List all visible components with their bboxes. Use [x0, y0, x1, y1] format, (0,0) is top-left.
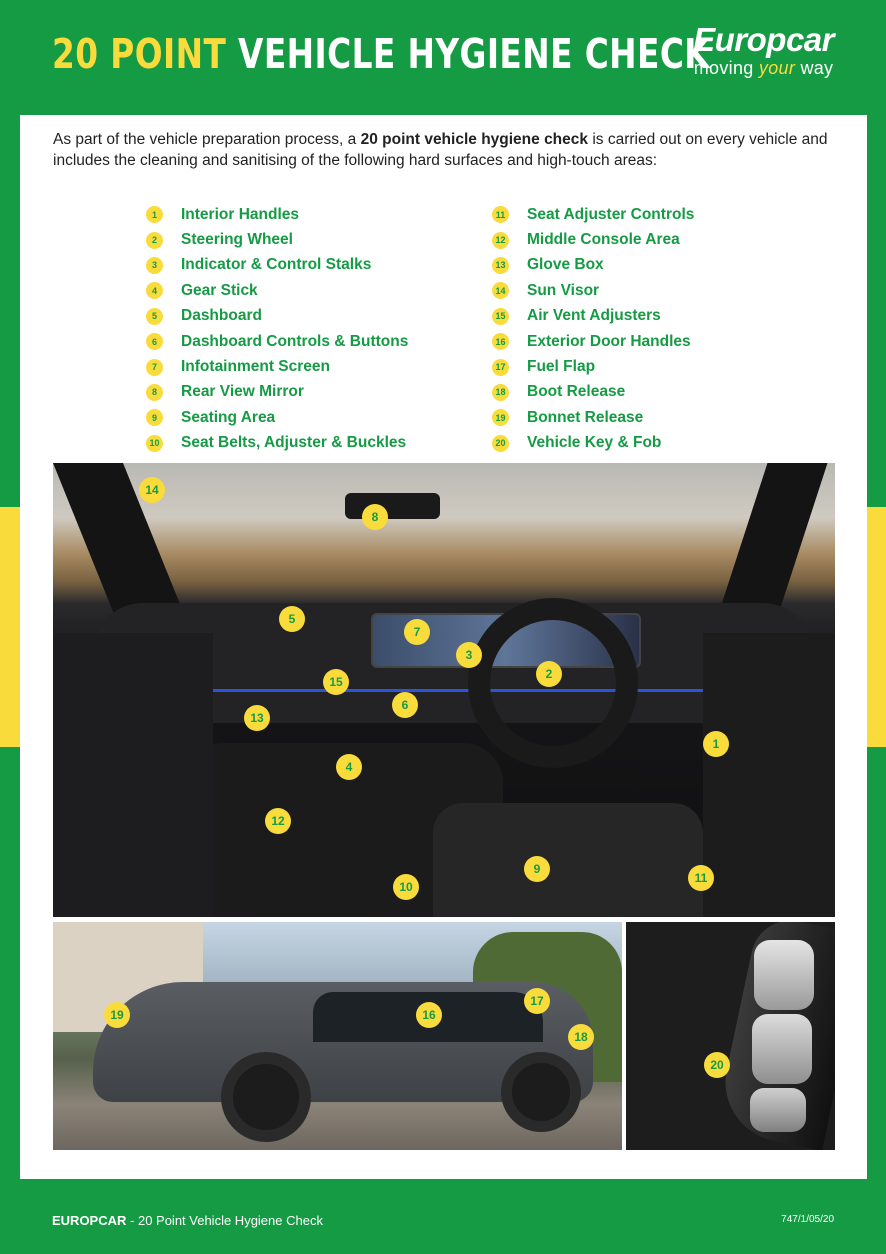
marker-badge: 6 — [392, 692, 418, 718]
item-label: Rear View Mirror — [181, 383, 304, 401]
page-title — [52, 30, 710, 78]
item-label: Gear Stick — [181, 281, 258, 299]
checklist-item — [492, 227, 694, 252]
item-label: Boot Release — [527, 383, 626, 401]
car-exterior-photo — [53, 922, 622, 1150]
checklist-item — [146, 304, 408, 329]
marker-badge: 14 — [139, 477, 165, 503]
checklist-item — [146, 329, 408, 354]
intro-paragraph — [53, 129, 838, 171]
europcar-logo — [693, 22, 834, 80]
marker-badge: 19 — [104, 1002, 130, 1028]
checklist-item — [492, 278, 694, 303]
marker-badge: 11 — [688, 865, 714, 891]
checklist-item — [492, 405, 694, 430]
marker-badge: 15 — [323, 669, 349, 695]
marker-badge: 17 — [524, 988, 550, 1014]
item-number-badge: 18 — [492, 384, 509, 401]
door-panel-shape — [53, 633, 213, 917]
checklist-item — [146, 227, 408, 252]
content-panel — [20, 115, 867, 1179]
marker-badge: 1 — [703, 731, 729, 757]
checklist-item — [146, 405, 408, 430]
item-number-badge: 1 — [146, 206, 163, 223]
checklist-item — [492, 354, 694, 379]
logo-brand: Europcar — [693, 21, 834, 58]
marker-badge: 13 — [244, 705, 270, 731]
checklist-item — [146, 278, 408, 303]
footer-text: - 20 Point Vehicle Hygiene Check — [126, 1213, 323, 1228]
item-number-badge: 19 — [492, 409, 509, 426]
item-label: Bonnet Release — [527, 408, 644, 426]
car-interior-photo — [53, 463, 835, 917]
item-number-badge: 2 — [146, 232, 163, 249]
left-yellow-stripe — [0, 507, 20, 747]
marker-badge: 9 — [524, 856, 550, 882]
checklist-left-column — [146, 202, 408, 456]
marker-badge: 3 — [456, 642, 482, 668]
item-number-badge: 10 — [146, 435, 163, 452]
item-number-badge: 8 — [146, 384, 163, 401]
logo-tagline — [693, 58, 834, 80]
item-label: Seat Belts, Adjuster & Buckles — [181, 434, 407, 452]
key-button-shape — [754, 940, 814, 1010]
checklist-item — [146, 431, 408, 456]
title-rest: VEHICLE HYGIENE CHECK — [238, 30, 711, 78]
marker-badge: 2 — [536, 661, 562, 687]
item-number-badge: 7 — [146, 359, 163, 376]
seat-shape — [433, 803, 703, 917]
marker-badge: 4 — [336, 754, 362, 780]
checklist-item — [146, 380, 408, 405]
intro-bold: 20 point vehicle hygiene check — [360, 131, 589, 148]
item-label: Infotainment Screen — [181, 358, 330, 376]
item-label: Dashboard Controls & Buttons — [181, 332, 409, 350]
item-number-badge: 4 — [146, 282, 163, 299]
item-label: Sun Visor — [527, 281, 600, 299]
footer-title — [52, 1213, 323, 1228]
checklist-item — [492, 253, 694, 278]
item-number-badge: 20 — [492, 435, 509, 452]
item-label: Exterior Door Handles — [527, 332, 691, 350]
checklist-item — [146, 354, 408, 379]
checklist-item — [492, 202, 694, 227]
marker-badge: 20 — [704, 1052, 730, 1078]
item-label: Steering Wheel — [181, 231, 293, 249]
checklist-item — [492, 304, 694, 329]
item-label: Glove Box — [527, 256, 604, 274]
key-button-shape — [750, 1088, 806, 1132]
item-label: Interior Handles — [181, 205, 299, 223]
intro-before: As part of the vehicle preparation process, a — [53, 131, 357, 148]
wheel-shape — [501, 1052, 581, 1132]
item-label: Seating Area — [181, 408, 276, 426]
item-number-badge: 5 — [146, 308, 163, 325]
marker-badge: 12 — [265, 808, 291, 834]
title-highlight: 20 POINT — [52, 30, 227, 78]
item-number-badge: 11 — [492, 206, 509, 223]
item-label: Fuel Flap — [527, 358, 596, 376]
marker-badge: 7 — [404, 619, 430, 645]
checklist-item — [492, 431, 694, 456]
checklist-item — [492, 380, 694, 405]
checklist-item — [146, 202, 408, 227]
footer-code: 747/1/05/20 — [781, 1214, 834, 1225]
item-number-badge: 16 — [492, 333, 509, 350]
marker-badge: 10 — [393, 874, 419, 900]
item-label: Air Vent Adjusters — [527, 307, 661, 325]
marker-badge: 5 — [279, 606, 305, 632]
item-number-badge: 17 — [492, 359, 509, 376]
right-yellow-stripe — [866, 507, 886, 747]
door-panel-shape — [703, 633, 835, 917]
item-number-badge: 12 — [492, 232, 509, 249]
marker-badge: 8 — [362, 504, 388, 530]
checklist-item — [146, 253, 408, 278]
item-label: Dashboard — [181, 307, 262, 325]
intro-after: is carried out on every vehicle and includes the cleaning and sanitising of the following hard surfaces and high-touch areas: — [53, 131, 828, 169]
item-number-badge: 6 — [146, 333, 163, 350]
item-label: Vehicle Key & Fob — [527, 434, 662, 452]
marker-badge: 16 — [416, 1002, 442, 1028]
item-number-badge: 13 — [492, 257, 509, 274]
checklist-item — [492, 329, 694, 354]
car-key-photo — [626, 922, 835, 1150]
item-number-badge: 3 — [146, 257, 163, 274]
tagline-start: moving — [693, 58, 754, 79]
rear-view-mirror-shape — [345, 493, 440, 519]
item-label: Seat Adjuster Controls — [527, 205, 695, 223]
marker-badge: 18 — [568, 1024, 594, 1050]
tagline-end: way — [800, 58, 834, 79]
item-label: Indicator & Control Stalks — [181, 256, 372, 274]
item-number-badge: 15 — [492, 308, 509, 325]
footer-brand: EUROPCAR — [52, 1213, 127, 1228]
item-label: Middle Console Area — [527, 231, 680, 249]
tagline-highlight: your — [758, 58, 796, 79]
key-button-shape — [752, 1014, 812, 1084]
checklist-right-column — [492, 202, 694, 456]
item-number-badge: 9 — [146, 409, 163, 426]
item-number-badge: 14 — [492, 282, 509, 299]
wheel-shape — [221, 1052, 311, 1142]
